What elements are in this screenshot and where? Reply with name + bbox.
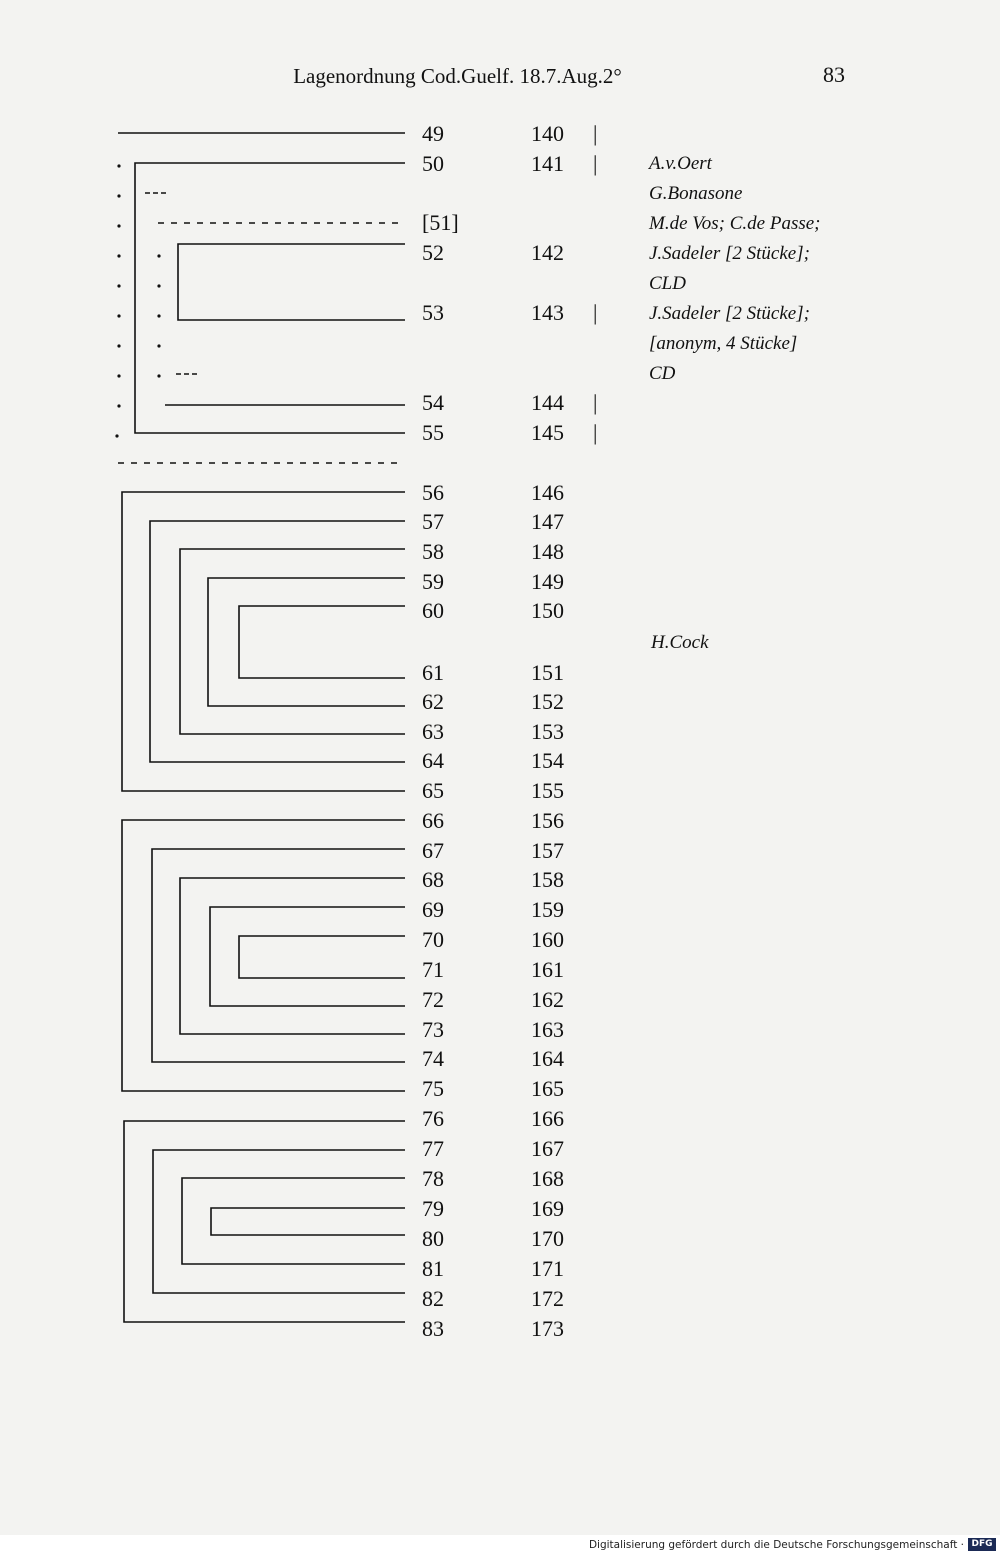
leaf-number: 67 xyxy=(422,838,444,863)
leaf-number: 75 xyxy=(422,1076,444,1101)
leaf-number: 54 xyxy=(422,390,444,415)
folio-number: 160 xyxy=(531,927,564,952)
leaf-number: 68 xyxy=(422,867,444,892)
folio-number: 172 xyxy=(531,1286,564,1311)
leaf-number: 59 xyxy=(422,569,444,594)
funding-credit: Digitalisierung gefördert durch die Deutsche Forschungsgemeinschaft · xyxy=(588,1539,964,1551)
leaf-number: 49 xyxy=(422,121,444,146)
marker-bar: | xyxy=(593,300,598,325)
leaf-number: 52 xyxy=(422,240,444,265)
folio-number: 165 xyxy=(531,1076,564,1101)
leaf-number: 63 xyxy=(422,719,444,744)
folio-number: 146 xyxy=(531,480,564,505)
folio-number: 152 xyxy=(531,689,564,714)
leaf-number: 58 xyxy=(422,539,444,564)
annotation-note: M.de Vos; C.de Passe; xyxy=(649,213,821,234)
marker-bar: | xyxy=(593,121,598,146)
leaf-number: 78 xyxy=(422,1166,444,1191)
leaf-number: 74 xyxy=(422,1046,444,1071)
annotation-note: G.Bonasone xyxy=(649,183,743,204)
leaf-number: 61 xyxy=(422,660,444,685)
annotation-note: CLD xyxy=(649,273,686,294)
marker-bar: | xyxy=(593,420,598,445)
folio-number: 162 xyxy=(531,987,564,1012)
folio-number: 142 xyxy=(531,240,564,265)
folio-number: 153 xyxy=(531,719,564,744)
dfg-logo: DFG xyxy=(968,1538,996,1551)
footer-bar xyxy=(0,1535,1000,1555)
annotation-note: J.Sadeler [2 Stücke]; xyxy=(649,243,810,264)
folio-number: 155 xyxy=(531,778,564,803)
page-number: 83 xyxy=(823,62,845,87)
annotation-note: CD xyxy=(649,363,676,384)
folio-number: 158 xyxy=(531,867,564,892)
leaf-number: 73 xyxy=(422,1017,444,1042)
folio-number: 144 xyxy=(531,390,564,415)
folio-number: 143 xyxy=(531,300,564,325)
leaf-number: 50 xyxy=(422,151,444,176)
leaf-number: 55 xyxy=(422,420,444,445)
leaf-number: 83 xyxy=(422,1316,444,1341)
folio-number: 149 xyxy=(531,569,564,594)
leaf-number: 66 xyxy=(422,808,444,833)
leaf-number: 64 xyxy=(422,748,444,773)
folio-number: 171 xyxy=(531,1256,564,1281)
folio-number: 156 xyxy=(531,808,564,833)
leaf-number: 65 xyxy=(422,778,444,803)
leaf-number: [51] xyxy=(422,210,459,235)
leaf-number: 82 xyxy=(422,1286,444,1311)
folio-number: 157 xyxy=(531,838,564,863)
leaf-number: 79 xyxy=(422,1196,444,1221)
leaf-number: 53 xyxy=(422,300,444,325)
running-title: Lagenordnung Cod.Guelf. 18.7.Aug.2° xyxy=(293,64,622,88)
annotation-note: H.Cock xyxy=(651,632,709,653)
folio-number: 166 xyxy=(531,1106,564,1131)
leaf-number: 71 xyxy=(422,957,444,982)
leaf-number: 72 xyxy=(422,987,444,1012)
folio-number: 173 xyxy=(531,1316,564,1341)
leaf-number: 62 xyxy=(422,689,444,714)
annotation-note: J.Sadeler [2 Stücke]; xyxy=(649,303,810,324)
leaf-number: 81 xyxy=(422,1256,444,1281)
folio-number: 147 xyxy=(531,509,564,534)
annotation-note: [anonym, 4 Stücke] xyxy=(649,333,798,354)
folio-number: 148 xyxy=(531,539,564,564)
folio-number: 151 xyxy=(531,660,564,685)
leaf-number: 70 xyxy=(422,927,444,952)
leaf-number: 77 xyxy=(422,1136,444,1161)
folio-number: 145 xyxy=(531,420,564,445)
folio-number: 170 xyxy=(531,1226,564,1251)
marker-bar: | xyxy=(593,390,598,415)
folio-number: 168 xyxy=(531,1166,564,1191)
leaf-number: 76 xyxy=(422,1106,444,1131)
annotation-note: A.v.Oert xyxy=(649,153,712,174)
leaf-number: 69 xyxy=(422,897,444,922)
folio-number: 154 xyxy=(531,748,564,773)
folio-number: 164 xyxy=(531,1046,564,1071)
folio-number: 140 xyxy=(531,121,564,146)
folio-number: 167 xyxy=(531,1136,564,1161)
leaf-number: 56 xyxy=(422,480,444,505)
folio-number: 163 xyxy=(531,1017,564,1042)
leaf-number: 80 xyxy=(422,1226,444,1251)
leaf-number: 57 xyxy=(422,509,444,534)
marker-bar: | xyxy=(593,151,598,176)
folio-number: 161 xyxy=(531,957,564,982)
leaf-number: 60 xyxy=(422,598,444,623)
folio-number: 159 xyxy=(531,897,564,922)
folio-number: 150 xyxy=(531,598,564,623)
folio-number: 169 xyxy=(531,1196,564,1221)
folio-number: 141 xyxy=(531,151,564,176)
